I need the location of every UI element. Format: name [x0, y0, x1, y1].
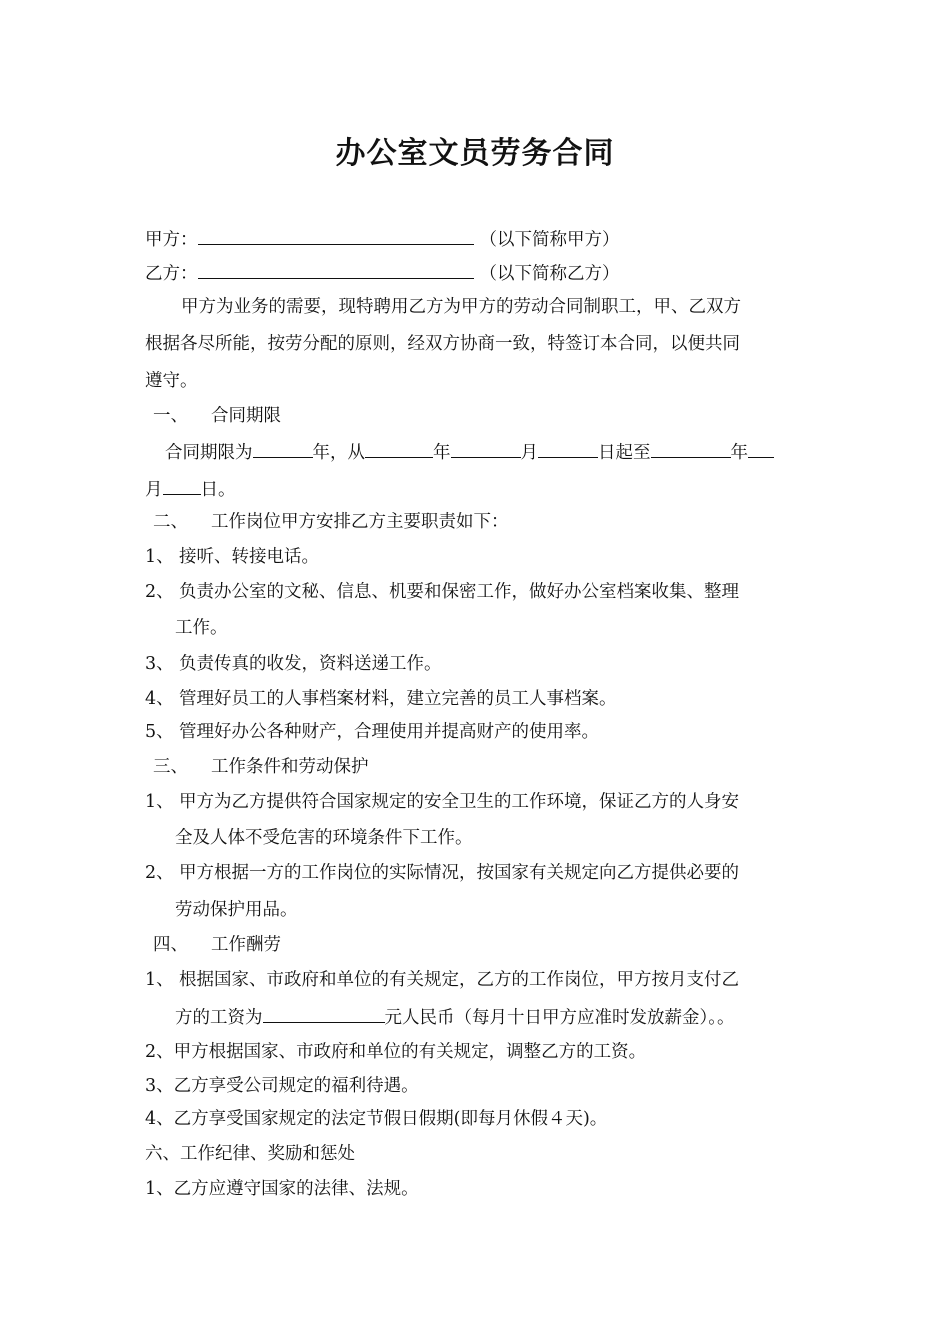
condition-item-2 — [145, 861, 739, 885]
pay-item-4: 4、乙方享受国家规定的法定节假日假期(即每月休假４天)。 — [145, 1109, 608, 1129]
condition-number: 1、 — [145, 792, 174, 812]
duty-text: 负责传真的收发，资料送递工作。 — [179, 654, 442, 674]
term-line — [165, 439, 774, 465]
term-text-4: 月 — [520, 443, 538, 463]
duty-item-4 — [145, 687, 617, 711]
duty-item-2-cont: 工作。 — [175, 618, 228, 638]
term-text-6: 年 — [730, 443, 748, 463]
condition-text: 甲方根据一方的工作岗位的实际情况，按国家有关规定向乙方提供必要的 — [179, 863, 739, 883]
pay-number: 1、 — [145, 970, 174, 990]
party-a-label: 甲方： — [145, 230, 198, 250]
party-a-blank[interactable] — [198, 226, 474, 245]
section-4-heading — [153, 933, 281, 957]
party-b-line — [145, 260, 620, 286]
section-3-number: 三、 — [153, 757, 188, 777]
section-1-title: 合同期限 — [211, 406, 281, 426]
duty-text: 管理好员工的人事档案材料，建立完善的员工人事档案。 — [179, 689, 617, 709]
end-day-blank[interactable] — [163, 476, 201, 495]
party-b-label: 乙方： — [145, 264, 198, 284]
party-a-note: （以下简称甲方） — [479, 230, 620, 250]
duty-number: 2、 — [145, 582, 174, 602]
pay-text-a: 方的工资为 — [175, 1008, 263, 1028]
party-b-note: （以下简称乙方） — [479, 264, 620, 284]
pay-text: 根据国家、市政府和单位的有关规定，乙方的工作岗位，甲方按月支付乙 — [179, 970, 739, 990]
start-day-blank[interactable] — [538, 439, 598, 458]
discipline-item-1: 1、乙方应遵守国家的法律、法规。 — [145, 1179, 419, 1199]
term-text-5: 日起至 — [598, 443, 651, 463]
duty-item-5 — [145, 720, 599, 744]
term-text-2: 年，从 — [312, 443, 365, 463]
party-a-line — [145, 226, 620, 252]
duty-number: 3、 — [145, 654, 174, 674]
party-b-blank[interactable] — [198, 260, 474, 279]
pay-item-1-cont — [175, 1004, 735, 1030]
duty-number: 4、 — [145, 689, 174, 709]
pay-text-b: 元人民币（每月十日甲方应准时发放薪金）。。 — [384, 1008, 735, 1028]
salary-blank[interactable] — [263, 1004, 385, 1023]
duty-number: 1、 — [145, 547, 174, 567]
duty-item-2 — [145, 580, 739, 604]
intro-line-2: 根据各尽所能，按劳分配的原则，经双方协商一致，特签订本合同，以便共同 — [145, 334, 740, 354]
condition-number: 2、 — [145, 863, 174, 883]
pay-item-1 — [145, 968, 739, 992]
duty-text: 负责办公室的文秘、信息、机要和保密工作，做好办公室档案收集、整理 — [179, 582, 739, 602]
duty-number: 5、 — [145, 722, 174, 742]
section-3-title: 工作条件和劳动保护 — [211, 757, 369, 777]
pay-item-2: 2、甲方根据国家、市政府和单位的有关规定，调整乙方的工资。 — [145, 1042, 647, 1062]
term-text-7: 月 — [145, 480, 163, 500]
intro-line-3: 遵守。 — [145, 371, 198, 391]
condition-item-1 — [145, 790, 739, 814]
duty-item-1 — [145, 545, 319, 569]
section-1-heading — [153, 404, 281, 428]
term-text-1: 合同期限为 — [165, 443, 253, 463]
section-3-heading — [153, 755, 369, 779]
term-text-3: 年 — [433, 443, 451, 463]
term-text-8: 日。 — [200, 480, 236, 500]
section-2-number: 二、 — [153, 512, 188, 532]
start-month-blank[interactable] — [451, 439, 521, 458]
term-years-blank[interactable] — [253, 439, 313, 458]
section-2-title: 工作岗位甲方安排乙方主要职责如下： — [211, 512, 509, 532]
end-year-blank[interactable] — [651, 439, 731, 458]
end-month-blank[interactable] — [748, 439, 774, 458]
condition-text: 甲方为乙方提供符合国家规定的安全卫生的工作环境，保证乙方的人身安 — [179, 792, 739, 812]
section-1-number: 一、 — [153, 406, 188, 426]
duty-text: 管理好办公各种财产，合理使用并提高财产的使用率。 — [179, 722, 599, 742]
pay-item-3: 3、乙方享受公司规定的福利待遇。 — [145, 1076, 419, 1096]
start-year-blank[interactable] — [365, 439, 433, 458]
condition-item-2-cont: 劳动保护用品。 — [175, 900, 298, 920]
section-6-heading: 六、工作纪律、奖励和惩处 — [145, 1144, 355, 1164]
intro-line-1: 甲方为业务的需要，现特聘用乙方为甲方的劳动合同制职工，甲、乙双方 — [181, 297, 741, 317]
section-4-title: 工作酬劳 — [211, 935, 281, 955]
duty-item-3 — [145, 652, 442, 676]
term-line-2 — [145, 476, 236, 502]
condition-item-1-cont: 全及人体不受危害的环境条件下工作。 — [175, 828, 473, 848]
document-title: 办公室文员劳务合同 — [335, 136, 615, 171]
duty-text: 接听、转接电话。 — [179, 547, 319, 567]
section-4-number: 四、 — [153, 935, 188, 955]
section-2-heading — [153, 510, 509, 534]
